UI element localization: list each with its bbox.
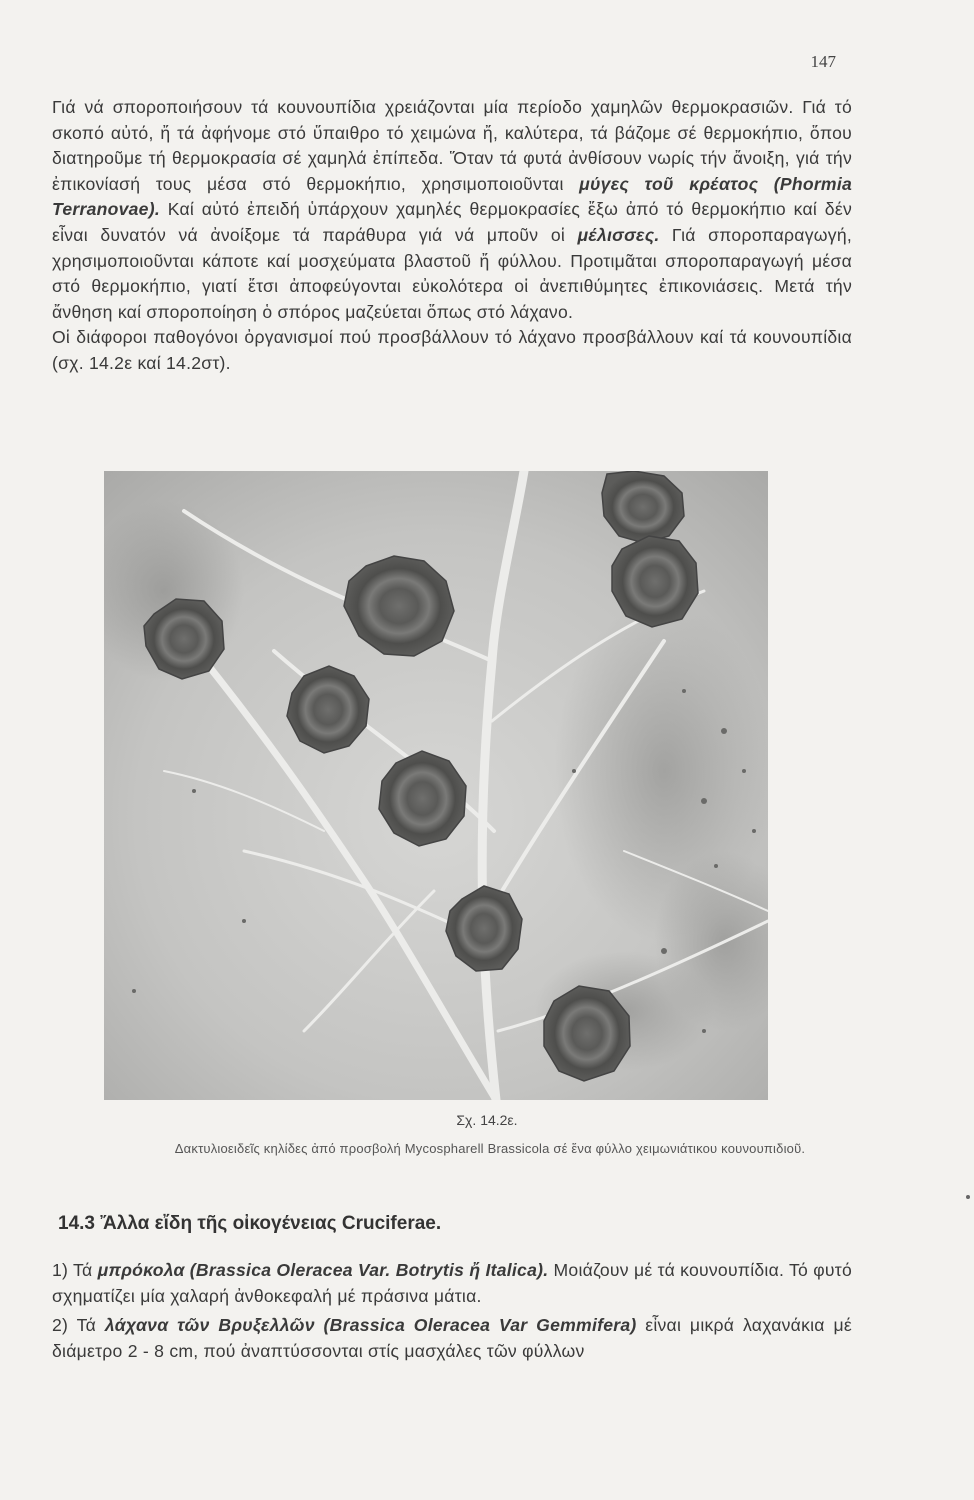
list-item-text: Μοιάζουν μέ τά κουνουπίδια. Τό φυτό σχηματίζει μία χαλαρή ἀνθοκεφαλή μέ πράσινα μάτια. — [52, 1260, 853, 1306]
body-text — [52, 95, 852, 377]
paragraph-1-text-c: Γιά σποροπαραγωγή, χρησιμοποιοῦνται κάποτε καί μοσχεύματα βλαστοῦ ἤ φύλλου. Προτιμᾶται σποροπαραγωγή μέσα στό θερμοκήπιο, γιατί ἔτσι ἀποφεύγονται εὐκολότερα οἱ ἀνεπιθύμητες ἐπικονιάσεις. Μετά τήν ἄνθηση καί σποροποίηση ὁ σπόρος μαζεύεται ὅπως στό λάχανο. — [52, 224, 852, 322]
list-item-prefix: 2) Τά — [52, 1315, 105, 1336]
list-item-bold: λάχανα τῶν Βρυξελλῶν (Brassica Oleracea Var Gemmifera) — [104, 1315, 637, 1336]
figure-caption: Δακτυλιοειδεῖς κηλίδες ἀπό προσβολή Mycospharell Brassicola σέ ἕνα φύλλο χειμωνιάτικου κουνουπιδιοῦ. — [174, 1141, 806, 1156]
paragraph-1-text-a: Γιά νά σποροποιήσουν τά κουνουπίδια χρειάζονται μία περίοδο χαμηλῶν θερμοκρασιῶν. Γιά τό σκοπό αὐτό, ἤ τά ἀφήνομε στό ὕπαιθρο τό χειμώνα ἤ, καλύτερα, τά βάζομε σέ θερμοκήπιο, ὅπου διατηροῦμε τή θερμοκρασία σέ χαμηλά ἐπίπεδα. Ὅταν τά φυτά ἀνθίσουν νωρίς τήν ἄνοιξη, γιά τήν ἐπικονίασή τους μέσα στό θερμοκήπιο, χρησιμοποιοῦνται — [52, 97, 852, 194]
paragraph-1-text-b: Καί αὐτό ἐπειδή ὑπάρχουν χαμηλές θερμοκρασίες ἔξω ἀπό τό θερμοκήπιο καί δέν εἶναι δυνατόν νά ἀνοίξομε τά παράθυρα γιά νά μποῦν οἱ — [52, 199, 852, 245]
leaf-photo-illustration — [104, 471, 768, 1100]
paragraph-2: Οἱ διάφοροι παθογόνοι ὀργανισμοί πού προσβάλλουν τό λάχανο προσβάλλουν καί τά κουνουπίδια (σχ. 14.2ε καί 14.2στ). — [52, 327, 852, 373]
species-list — [52, 1258, 852, 1368]
paragraph-1-bold-a: μύγες τοῦ κρέατος (Phormia Terranovae). — [52, 173, 852, 220]
scan-speck — [966, 1195, 970, 1199]
list-item — [52, 1258, 852, 1309]
figure-leaf-photo — [104, 471, 768, 1100]
page-number: 147 — [810, 52, 836, 71]
list-item-text: εἶναι μικρά λαχανάκια μέ διάμετρο 2 - 8 cm, πού ἀναπτύσσονται στίς μασχάλες τῶν φύλλων — [52, 1315, 852, 1361]
paragraph-1-bold-b: μέλισσες. — [577, 224, 660, 245]
paragraph-1 — [52, 95, 852, 325]
list-item-bold: μπρόκολα (Brassica Oleracea Var. Botrytis ἤ Italica). — [97, 1260, 549, 1280]
figure-label: Σχ. 14.2ε. — [456, 1112, 518, 1128]
list-item-prefix: 1) Τά — [52, 1260, 98, 1280]
list-item — [52, 1313, 852, 1364]
section-heading: 14.3 Ἄλλα εἴδη τῆς οἰκογένειας Cruciferae. — [58, 1213, 442, 1234]
